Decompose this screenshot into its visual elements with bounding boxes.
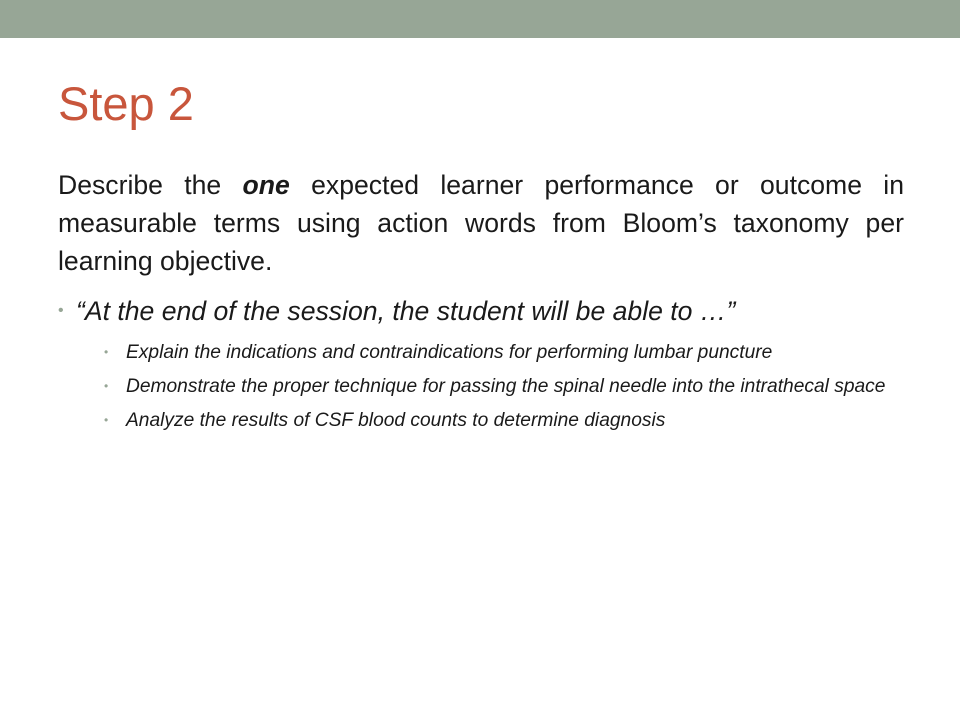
slide-title: Step 2 bbox=[58, 77, 194, 130]
intro-text-after: expected learner performance or outcome in measurable terms using action words from Bloom’s taxonomy per learning objective. bbox=[58, 170, 905, 276]
bullet-icon: • bbox=[58, 302, 64, 319]
intro-emphasis: one bbox=[242, 170, 290, 200]
bullet-list bbox=[58, 292, 904, 433]
sub-bullet-list bbox=[76, 340, 904, 433]
slide-body bbox=[58, 166, 904, 442]
intro-paragraph bbox=[58, 166, 904, 280]
list-item bbox=[104, 408, 904, 433]
objective-explain: Explain the indications and contraindications for performing lumbar puncture bbox=[126, 342, 773, 363]
objective-prompt: “At the end of the session, the student will be able to …” bbox=[76, 296, 736, 326]
intro-text-before: Describe the bbox=[58, 170, 243, 200]
top-accent-band bbox=[0, 0, 960, 38]
bullet-icon: • bbox=[104, 379, 109, 393]
list-item bbox=[104, 340, 904, 365]
list-item bbox=[104, 374, 904, 399]
objective-demonstrate: Demonstrate the proper technique for passing the spinal needle into the intrathecal space bbox=[126, 376, 886, 397]
list-item bbox=[58, 292, 904, 433]
bullet-icon: • bbox=[104, 345, 109, 359]
objective-analyze: Analyze the results of CSF blood counts to determine diagnosis bbox=[126, 410, 666, 431]
bullet-icon: • bbox=[104, 413, 109, 427]
